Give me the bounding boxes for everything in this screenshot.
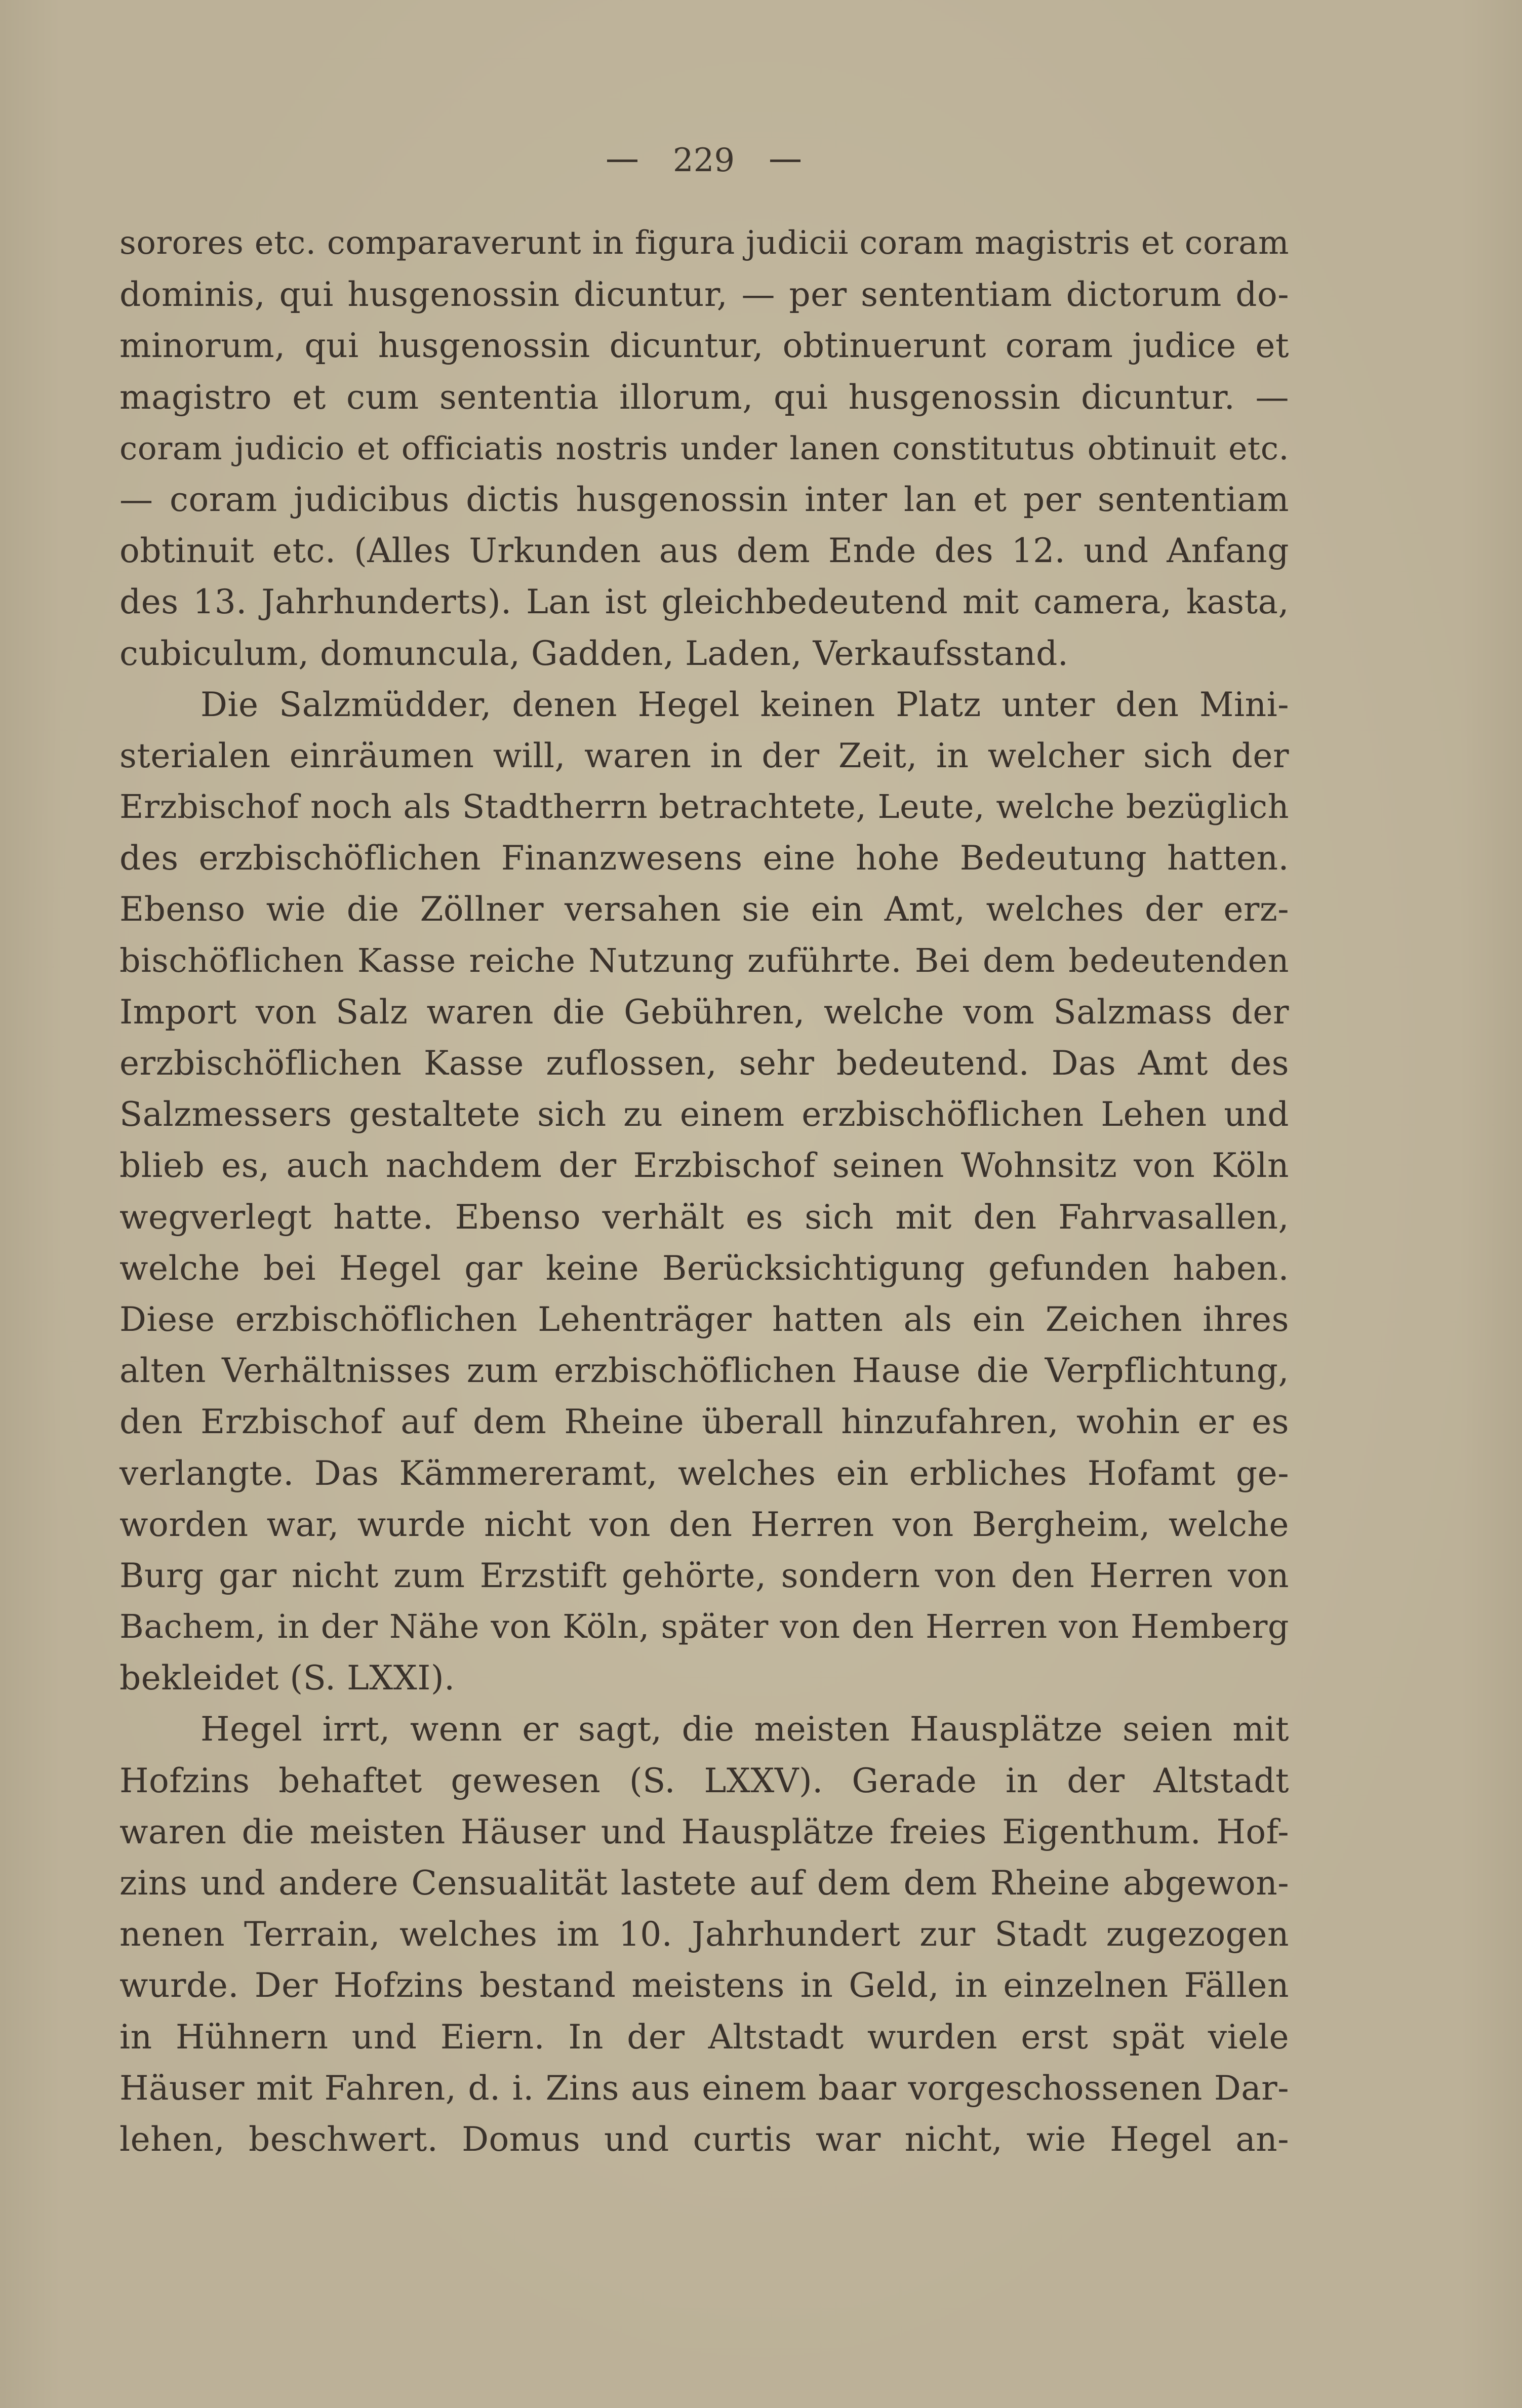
text-line: Häuser mit Fahren, d. i. Zins aus einem baar vorgeschossenen Dar- (119, 2068, 1289, 2108)
text-line: bekleidet (S. LXXI). (119, 1659, 455, 1698)
body-text (119, 218, 1289, 2165)
text-line: zins und andere Censualität lastete auf dem dem Rheine abgewon- (119, 1864, 1289, 1903)
text-line: cubiculum, domuncula, Gadden, Laden, Verkaufsstand. (119, 634, 1069, 673)
text-line: Ebenso wie die Zöllner versahen sie ein Amt, welches der erz- (119, 890, 1289, 929)
text-line: worden war, wurde nicht von den Herren von Bergheim, welche (119, 1505, 1289, 1544)
text-line: lehen, beschwert. Domus und curtis war nicht, wie Hegel an- (119, 2119, 1289, 2159)
text-line: Erzbischof noch als Stadtherrn betrachtete, Leute, welche bezüglich (119, 788, 1289, 826)
text-line: blieb es, auch nachdem der Erzbischof seinen Wohnsitz von Köln (119, 1146, 1289, 1186)
text-line: alten Verhältnisses zum erzbischöflichen Hause die Verpflichtung, (119, 1351, 1289, 1391)
text-line: Hegel irrt, wenn er sagt, die meisten Hausplätze seien mit (201, 1710, 1289, 1749)
paragraph-2 (119, 679, 1289, 1704)
text-line: Die Salzmüdder, denen Hegel keinen Platz unter den Mini- (201, 685, 1289, 724)
text-line: Burg gar nicht zum Erzstift gehörte, sondern von den Herren von (119, 1556, 1289, 1595)
text-line: wegverlegt hatte. Ebenso verhält es sich mit den Fahrvasallen, (119, 1197, 1289, 1237)
text-line: Bachem, in der Nähe von Köln, später von den Herren von Hemberg (119, 1608, 1289, 1646)
text-line: dominis, qui husgenossin dicuntur, — per sententiam dictorum do- (119, 275, 1289, 314)
page-number: 229 (672, 142, 735, 179)
text-line: sterialen einräumen will, waren in der Zeit, in welcher sich der (119, 736, 1289, 775)
page-header (557, 133, 851, 188)
text-line: magistro et cum sententia illorum, qui husgenossin dicuntur. — (119, 377, 1289, 417)
header-dash-left (607, 160, 637, 162)
text-line: — coram judicibus dictis husgenossin inter lan et per sententiam (119, 480, 1289, 519)
text-line: erzbischöflichen Kasse zuflossen, sehr bedeutend. Das Amt des (119, 1044, 1289, 1083)
text-line: Diese erzbischöflichen Lehenträger hatten als ein Zeichen ihres (119, 1299, 1289, 1339)
text-line: coram judicio et officiatis nostris under lanen constitutus obtinuit etc. (119, 429, 1289, 467)
text-line: wurde. Der Hofzins bestand meistens in Geld, in einzelnen Fällen (119, 1966, 1289, 2005)
text-line: Hofzins behaftet gewesen (S. LXXV). Gerade in der Altstadt (119, 1761, 1289, 1800)
text-line: bischöflichen Kasse reiche Nutzung zuführte. Bei dem bedeutenden (119, 941, 1289, 980)
text-line: des 13. Jahrhunderts). Lan ist gleichbedeutend mit camera, kasta, (119, 582, 1289, 622)
text-line: sorores etc. comparaverunt in figura judicii coram magistris et coram (119, 224, 1289, 262)
text-line: in Hühnern und Eiern. In der Altstadt wurden erst spät viele (119, 2017, 1289, 2057)
text-line: welche bei Hegel gar keine Berücksichtigung gefunden haben. (119, 1248, 1289, 1288)
header-dash-right (770, 160, 800, 162)
text-line: nenen Terrain, welches im 10. Jahrhundert zur Stadt zugezogen (119, 1915, 1289, 1954)
paragraph-1 (119, 218, 1289, 679)
text-line: obtinuit etc. (Alles Urkunden aus dem Ende des 12. und Anfang (119, 531, 1289, 571)
text-line: verlangte. Das Kämmereramt, welches ein erbliches Hofamt ge- (119, 1453, 1289, 1493)
text-line: Salzmessers gestaltete sich zu einem erzbischöflichen Lehen und (119, 1095, 1289, 1134)
text-line: den Erzbischof auf dem Rheine überall hinzufahren, wohin er es (119, 1402, 1289, 1442)
paragraph-3 (119, 1704, 1289, 2165)
text-line: minorum, qui husgenossin dicuntur, obtinuerunt coram judice et (119, 326, 1289, 366)
text-line: waren die meisten Häuser und Hausplätze freies Eigenthum. Hof- (119, 1812, 1289, 1851)
text-line: Import von Salz waren die Gebühren, welche vom Salzmass der (119, 992, 1289, 1032)
text-line: des erzbischöflichen Finanzwesens eine hohe Bedeutung hatten. (119, 839, 1289, 878)
